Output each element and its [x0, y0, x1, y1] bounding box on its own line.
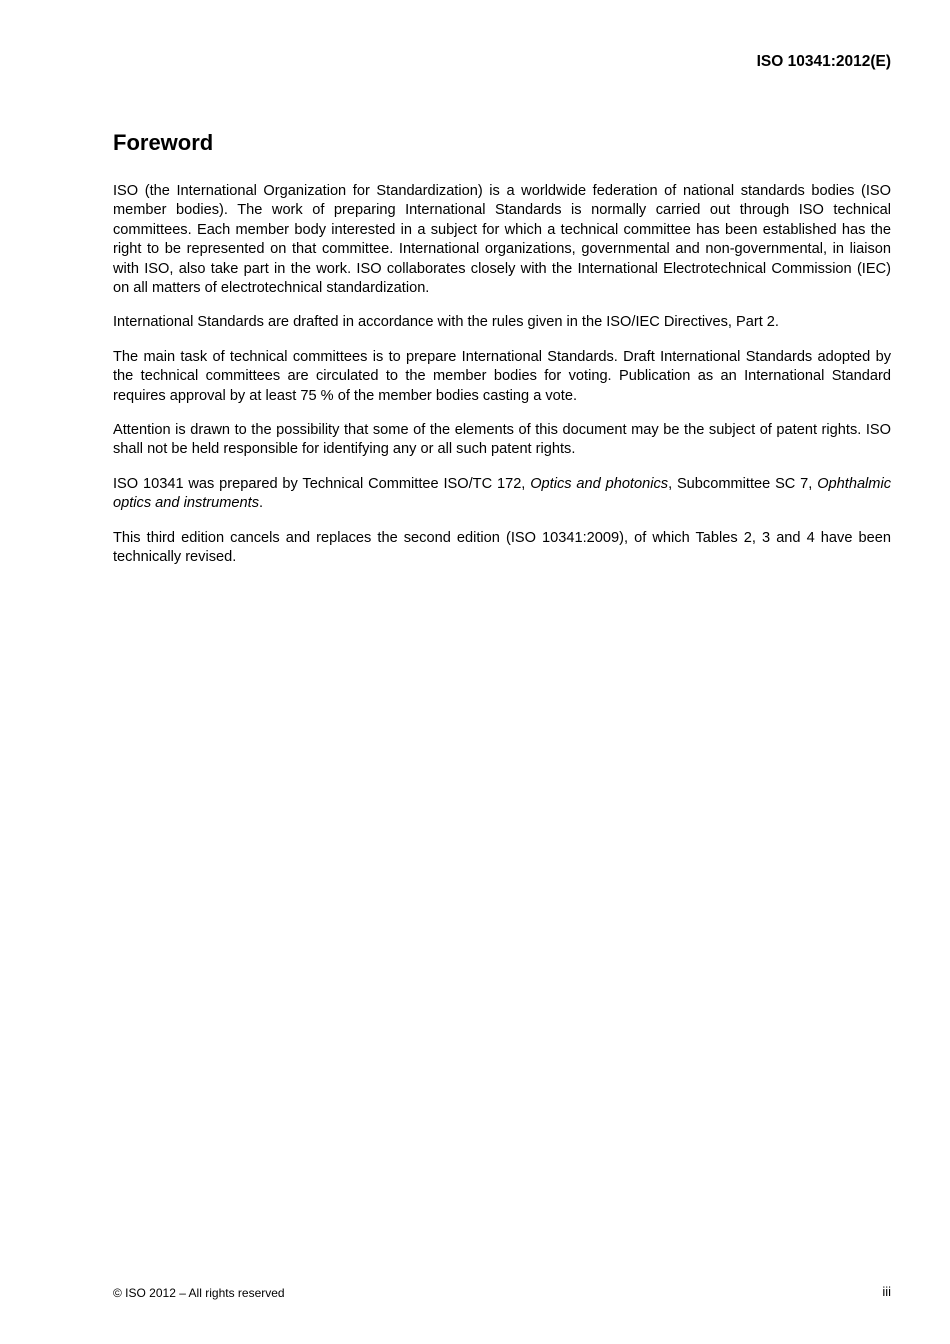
paragraph-prepared-by — [113, 475, 891, 514]
foreword-body — [113, 182, 891, 583]
subcommittee-title: Ophthalmic optics and instruments — [113, 475, 891, 512]
footer-copyright: © ISO 2012 – All rights reserved — [113, 1286, 285, 1300]
prepared-by-text-2: , Subcommittee SC 7, — [668, 475, 818, 492]
prepared-by-text-3: . — [259, 495, 264, 512]
footer-page-number: iii — [882, 1284, 891, 1299]
paragraph-patent-rights: Attention is drawn to the possibility that some of the elements of this document may be the subject of patent rights. ISO shall not be held responsible for identifying any or all such patent rights. — [113, 422, 891, 458]
document-identifier: ISO 10341:2012(E) — [756, 53, 891, 70]
paragraph-iso-federation: ISO (the International Organization for Standardization) is a worldwide federation of national standards bodies (ISO member bodies). The work of preparing International Standards is normally carried out through ISO technical committees. Each member body interested in a subject for which a technical committee has been established has the right to be represented on that committee. International organizations, governmental and non-governmental, in liaison with ISO, also take part in the work. ISO collaborates closely with the International Electrotechnical Commission (IEC) on all matters of electrotechnical standardization. — [113, 183, 891, 297]
paragraph-directives: International Standards are drafted in accordance with the rules given in the ISO/IEC Directives, Part 2. — [113, 314, 779, 331]
paragraph-edition-note: This third edition cancels and replaces the second edition (ISO 10341:2009), of which Tables 2, 3 and 4 have been technically revised. — [113, 529, 891, 566]
paragraph-committee-task: The main task of technical committees is to prepare International Standards. Draft International Standards adopted by the technical committees are circulated to the member bodies for voting. Publication as an International Standard requires approval by at least 75 % of the member bodies casting a vote. — [113, 348, 891, 404]
technical-committee-title: Optics and photonics — [530, 475, 669, 492]
prepared-by-text-1: ISO 10341 was prepared by Technical Committee ISO/TC 172, — [113, 475, 531, 492]
page-title: Foreword — [113, 130, 214, 155]
